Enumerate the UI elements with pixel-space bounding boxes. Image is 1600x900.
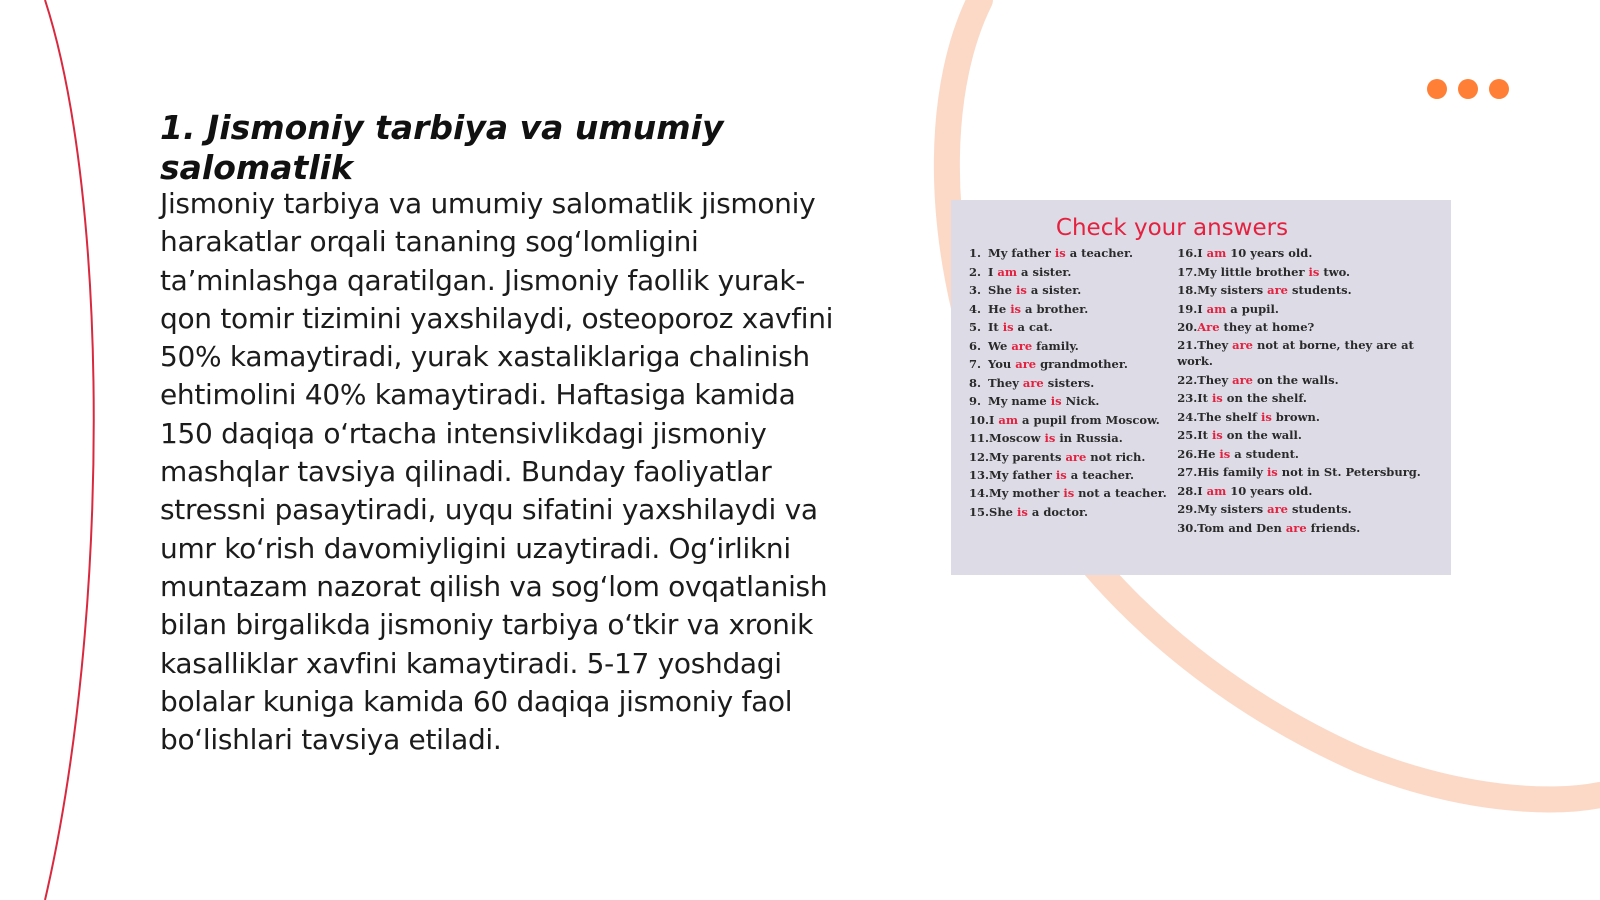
answer-subject: I <box>1197 246 1207 260</box>
answer-item <box>969 411 1177 430</box>
answer-item <box>1177 445 1435 464</box>
dot <box>1427 79 1447 99</box>
answer-rest: a sister. <box>1017 264 1072 279</box>
answer-verb: are <box>1285 520 1307 535</box>
answers-column-left <box>969 244 1177 537</box>
answer-item <box>1177 500 1435 519</box>
answer-item <box>1177 463 1435 482</box>
answer-subject: It <box>988 320 1003 334</box>
card-title: Check your answers <box>1055 215 1289 241</box>
answer-number: 1. <box>969 246 982 260</box>
answer-verb: is <box>1016 283 1027 297</box>
dot <box>1489 79 1509 99</box>
answer-item <box>1177 519 1435 538</box>
answers-column-right <box>1177 244 1435 537</box>
answer-verb: are <box>1065 449 1087 464</box>
answer-verb: am <box>1206 246 1227 260</box>
answer-verb: is <box>1063 485 1075 500</box>
answer-item <box>969 448 1177 467</box>
answer-item <box>969 263 1177 282</box>
answer-item <box>969 392 1177 411</box>
answer-number: 23. <box>1177 391 1198 405</box>
answer-subject: You <box>988 357 1016 371</box>
answer-verb: Are <box>1197 320 1220 334</box>
answer-subject: My parents <box>989 449 1066 464</box>
answer-item <box>969 503 1177 522</box>
answer-subject: He <box>988 301 1011 316</box>
answer-rest: on the wall. <box>1222 428 1302 442</box>
answer-rest: a brother. <box>1021 301 1089 316</box>
slide-title: 1. Jismoniy tarbiya va umumiy salomatlik <box>160 108 724 187</box>
answer-subject: Tom and Den <box>1197 520 1286 535</box>
answer-item <box>969 485 1177 501</box>
answer-rest: brown. <box>1271 409 1320 424</box>
answer-number: 10. <box>969 412 990 427</box>
answer-verb: are <box>1267 502 1288 516</box>
answer-rest: 10 years old. <box>1226 246 1313 260</box>
answer-rest: not in St. Petersburg. <box>1277 465 1421 479</box>
answer-verb: is <box>1010 301 1022 316</box>
answer-subject: My mother <box>989 485 1064 500</box>
answer-item <box>1177 300 1435 319</box>
answer-verb: am <box>1206 483 1227 498</box>
answer-rest: Nick. <box>1061 394 1100 408</box>
answer-subject: We <box>988 338 1012 353</box>
answer-number: 14. <box>969 485 990 500</box>
answer-rest: a teacher. <box>1066 468 1134 482</box>
answer-number: 22. <box>1177 372 1198 387</box>
answer-rest: two. <box>1319 264 1351 279</box>
answer-subject: I <box>1197 483 1207 498</box>
answer-number: 24. <box>1177 409 1198 424</box>
answer-number: 26. <box>1177 446 1198 461</box>
answer-verb: am <box>998 412 1019 427</box>
answer-verb: are <box>1015 357 1037 371</box>
answers-image <box>951 200 1451 575</box>
answer-item <box>1177 263 1435 282</box>
answer-subject: I <box>989 412 999 427</box>
answer-verb: are <box>1232 337 1253 352</box>
answer-rest: family. <box>1032 338 1079 353</box>
answer-item <box>1177 408 1435 427</box>
answer-item <box>1177 244 1435 263</box>
answer-rest: on the walls. <box>1252 372 1339 387</box>
answer-verb: is <box>1211 428 1223 442</box>
answer-rest: a cat. <box>1013 320 1053 334</box>
answer-number: 17. <box>1177 264 1198 279</box>
answer-item <box>1177 426 1435 445</box>
slide-body-text: Jismoniy tarbiya va umumiy salomatlik jismoniy harakatlar orqali tananing sog‘lomligini ta’minlashga qaratilgan. Jismoniy faollik yurak-qon tomir tizimini yaxshilaydi, osteoporoz xavfini 50% kamaytiradi, yurak xastaliklariga chalinish ehtimolini 40% kamaytiradi. Haftasiga kamida 150 daqiqa o‘rtacha intensivlikdagi jismoniy mashqlar tavsiya qilinadi. Bunday faoliyatlar stressni pasaytiradi, uyqu sifatini yaxshilaydi va umr ko‘rish davomiyligini uzaytiradi. Og‘irlikni muntazam nazorat qilish va sog‘lom ovqatlanish bilan birgalikda jismoniy tarbiya o‘tkir va xronik kasalliklar xavfini kamaytiradi. 5-17 yoshdagi bolalar kuniga kamida 60 daqiqa jismoniy faol bo‘lishlari tavsiya etiladi. <box>160 187 834 757</box>
answer-number: 20. <box>1177 320 1198 334</box>
answer-item <box>969 337 1177 356</box>
answer-verb: is <box>1260 409 1272 424</box>
answer-number: 28. <box>1177 483 1198 498</box>
answer-rest: sisters. <box>1043 375 1095 390</box>
answer-subject: They <box>1197 337 1233 352</box>
answer-verb: is <box>1308 264 1320 279</box>
answer-number: 19. <box>1177 301 1198 316</box>
answer-subject: I <box>1197 301 1207 316</box>
answer-subject: Moscow <box>989 431 1045 445</box>
answer-subject: My little brother <box>1197 264 1309 279</box>
answer-rest: a student. <box>1230 446 1299 461</box>
answer-number: 12. <box>969 449 990 464</box>
answer-rest: not a teacher. <box>1074 485 1167 500</box>
answer-subject: She <box>988 283 1016 297</box>
answer-subject: They <box>988 375 1023 390</box>
answer-subject: She <box>989 504 1018 519</box>
answer-number: 21. <box>1177 337 1198 352</box>
answer-number: 6. <box>969 338 982 353</box>
answer-number: 4. <box>969 301 982 316</box>
answer-verb: are <box>1267 283 1288 297</box>
answer-number: 29. <box>1177 502 1198 516</box>
answer-rest: 10 years old. <box>1226 483 1313 498</box>
answer-number: 27. <box>1177 465 1198 479</box>
answer-verb: am <box>997 264 1018 279</box>
answer-number: 5. <box>969 320 982 334</box>
answer-item <box>1177 281 1435 300</box>
answer-item <box>969 374 1177 393</box>
answer-subject: He <box>1197 446 1220 461</box>
answer-item <box>969 281 1177 300</box>
answer-subject: I <box>988 264 998 279</box>
answer-rest: a pupil from Moscow. <box>1018 412 1160 427</box>
decorative-line <box>45 0 94 900</box>
answer-verb: is <box>1002 320 1014 334</box>
answer-number: 7. <box>969 357 982 371</box>
answer-rest: on the shelf. <box>1222 391 1307 405</box>
answer-verb: is <box>1044 431 1056 445</box>
answer-rest: a pupil. <box>1226 301 1279 316</box>
answer-subject: They <box>1197 372 1233 387</box>
answer-verb: are <box>1022 375 1044 390</box>
answer-verb: is <box>1211 391 1223 405</box>
answer-subject: The shelf <box>1197 409 1261 424</box>
answer-subject: My sisters <box>1197 283 1268 297</box>
answer-rest: friends. <box>1306 520 1361 535</box>
answer-number: 9. <box>969 394 982 408</box>
answer-item <box>1177 389 1435 408</box>
answer-number: 11. <box>969 431 990 445</box>
answer-number: 18. <box>1177 283 1198 297</box>
answer-number: 3. <box>969 283 982 297</box>
answer-rest: a teacher. <box>1065 246 1133 260</box>
answer-subject: It <box>1197 428 1212 442</box>
answer-rest: a doctor. <box>1027 504 1089 519</box>
answer-rest: not at borne, they are at work. <box>1177 337 1414 368</box>
answer-verb: is <box>1050 394 1062 408</box>
answer-verb: is <box>1266 465 1278 479</box>
answer-item <box>969 355 1177 374</box>
dot <box>1458 79 1478 99</box>
answer-number: 25. <box>1177 428 1198 442</box>
answer-verb: is <box>1055 468 1067 482</box>
answer-rest: not rich. <box>1086 449 1146 464</box>
answer-rest: in Russia. <box>1055 431 1123 445</box>
answer-item <box>969 300 1177 319</box>
answer-subject: His family <box>1197 465 1267 479</box>
answer-verb: is <box>1017 504 1028 519</box>
answer-item <box>1177 482 1435 501</box>
answer-subject: My father <box>989 468 1056 482</box>
answer-verb: are <box>1011 338 1033 353</box>
answer-subject: My name <box>988 394 1051 408</box>
answer-number: 15. <box>969 504 990 519</box>
answer-subject: My sisters <box>1197 502 1268 516</box>
decorative-dots <box>1427 79 1509 99</box>
answer-rest: they at home? <box>1219 320 1315 334</box>
answer-verb: is <box>1219 446 1231 461</box>
answer-number: 2. <box>969 264 982 279</box>
answer-verb: is <box>1054 246 1066 260</box>
answer-item <box>1177 337 1435 369</box>
answer-item <box>969 244 1177 263</box>
answer-verb: am <box>1206 301 1227 316</box>
answer-number: 8. <box>969 375 982 390</box>
answer-number: 13. <box>969 468 990 482</box>
answer-subject: My father <box>988 246 1055 260</box>
answer-rest: students. <box>1287 502 1352 516</box>
answer-item <box>1177 371 1435 390</box>
answer-number: 30. <box>1177 520 1198 535</box>
answer-item <box>969 466 1177 485</box>
answer-rest: a sister. <box>1026 283 1082 297</box>
answer-item <box>969 318 1177 337</box>
answer-item <box>1177 318 1435 337</box>
answer-rest: students. <box>1287 283 1352 297</box>
answer-number: 16. <box>1177 246 1198 260</box>
answer-subject: It <box>1197 391 1212 405</box>
answer-verb: are <box>1232 372 1253 387</box>
answer-item <box>969 429 1177 448</box>
answer-rest: grandmother. <box>1036 357 1128 371</box>
